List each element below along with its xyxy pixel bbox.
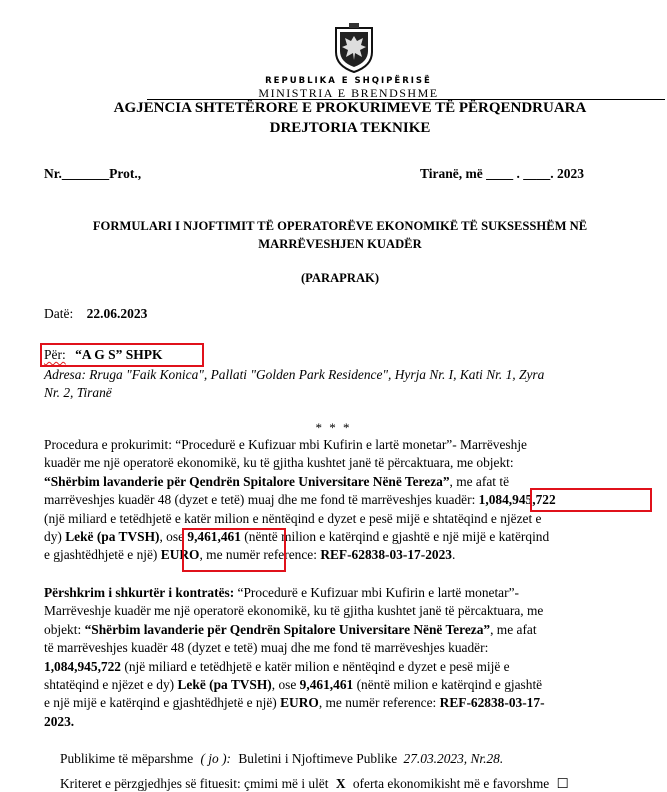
recipient-name: “A G S” SHPK — [75, 347, 163, 362]
description-line-7: e një mijë e katërqind e gjashtëdhjetë e një) EURO, me numër reference: REF-62838-03-17- — [44, 695, 545, 711]
procedure-line-4: marrëveshjes kuadër 48 (dyzet e tetë) muaj dhe me fond të marrëveshjes kuadër: 1,084,945,722 — [44, 492, 556, 508]
date-row — [44, 306, 147, 322]
agency-name: AGJENCIA SHTETËRORE E PROKURIMEVE TË PËRQENDRUARA — [113, 100, 587, 116]
fund-amount-euro: 9,461,461 — [187, 529, 241, 545]
recipient-address — [44, 366, 544, 402]
description-line-1: Përshkrim i shkurtër i kontratës: “Procedurë e Kufizuar mbi Kufirin e lartë monetar”- — [44, 585, 519, 600]
description-paragraph — [44, 584, 644, 731]
euro-amount-highlight-box — [182, 528, 286, 572]
ministry-label: MINISTRIA E BRENDSHME — [258, 86, 439, 100]
date-value: 22.06.2023 — [86, 306, 148, 321]
description-line-2: Marrëveshje kuadër me një operatorë ekonomikë, ku të gjitha kushtet janë të përcaktuara, me — [44, 603, 544, 619]
description-line-3: objekt: “Shërbim lavanderie për Qendrën Spitalore Universitare Nënë Tereza”, me afat — [44, 621, 537, 637]
description-line-8: 2023. — [44, 713, 75, 729]
date-label: Datë: — [44, 306, 74, 321]
procedure-line-1: Procedura e prokurimit: “Procedurë e Kufizuar mbi Kufirin e lartë monetar”- Marrëveshje — [44, 437, 527, 452]
directorate-name: DREJTORIA TEKNIKE — [269, 120, 431, 136]
fund-amount-lek: 1,084,945,722 — [478, 492, 556, 508]
procedure-line-3: “Shërbim lavanderie për Qendrën Spitalore Universitare Nënë Tereza”, me afat të — [44, 473, 510, 489]
contract-object: “Shërbim lavanderie për Qendrën Spitalore Universitare Nënë Tereza” — [44, 473, 450, 489]
procedure-line-7: e gjashtëdhjetë e një) EURO, me numër reference: REF-62838-03-17-2023. — [44, 547, 456, 563]
form-subtitle: (PARAPRAK) — [300, 271, 380, 285]
recipient-address-line-1: Adresa: Rruga "Faik Konica", Pallati "Golden Park Residence", Hyrja Nr. I, Kati Nr. 1, Zyra — [44, 367, 545, 382]
document-date-line: Tiranë, më ____ . ____. 2023 — [420, 166, 584, 181]
description-line-6: shtatëqind e njëzet e dy) Lekë (pa TVSH), ose 9,461,461 (nëntë milion e katërqind e gjashtë — [44, 677, 543, 693]
form-title-line-2: MARRËVESHJEN KUADËR — [258, 237, 422, 251]
republic-label: REPUBLIKA E SHQIPËRISË — [265, 76, 432, 86]
procedure-line-5: (një miliard e tetëdhjetë e katër milion e nëntëqind e dyzet e pesë mijë e shtatëqind e njëzet e — [44, 510, 542, 526]
protocol-number: Nr._______Prot., — [44, 166, 142, 181]
recipient-address-line-2: Nr. 2, Tiranë — [44, 385, 112, 400]
procedure-line-2: kuadër me një operatorë ekonomikë, ku të gjitha kushtet janë të përcaktuara, me objekt: — [44, 455, 514, 471]
lowest-price-mark: X — [335, 776, 346, 791]
albanian-emblem — [332, 22, 376, 74]
section-separator: * * * — [315, 420, 352, 435]
form-title: FORMULARI I NJOFTIMIT TË OPERATORËVE EKONOMIKË TË SUKSESSHËM NË — [92, 219, 588, 233]
procedure-line-6: dy) Lekë (pa TVSH), ose 9,461,461 (nëntë milion e katërqind e gjashtë e një mijë e katërqind — [44, 529, 550, 545]
description-heading: Përshkrim i shkurtër i kontratës: — [44, 585, 235, 600]
description-line-4: të marrëveshjes kuadër 48 (dyzet e tetë) muaj dhe me fond të marrëveshjes kuadër: — [44, 640, 489, 656]
reference-number: REF-62838-03-17-2023 — [320, 547, 452, 563]
fund-amount-highlight-box — [530, 488, 652, 512]
recipient-label: Për: — [44, 347, 66, 362]
selection-criteria: Kriteret e përzgjedhjes së fituesit: çmimi më i ulët X oferta ekonomikisht më e favorshme ☐ — [60, 776, 569, 791]
checkbox-icon: ☐ — [556, 776, 569, 791]
previous-publications: Publikime të mëparshme ( jo ): Buletini i Njoftimeve Publike 27.03.2023, Nr.28. — [60, 751, 504, 766]
recipient-row — [44, 347, 163, 363]
description-line-5: 1,084,945,722 (një miliard e tetëdhjetë e katër milion e nëntëqind e dyzet e pesë mijë e — [44, 658, 510, 674]
